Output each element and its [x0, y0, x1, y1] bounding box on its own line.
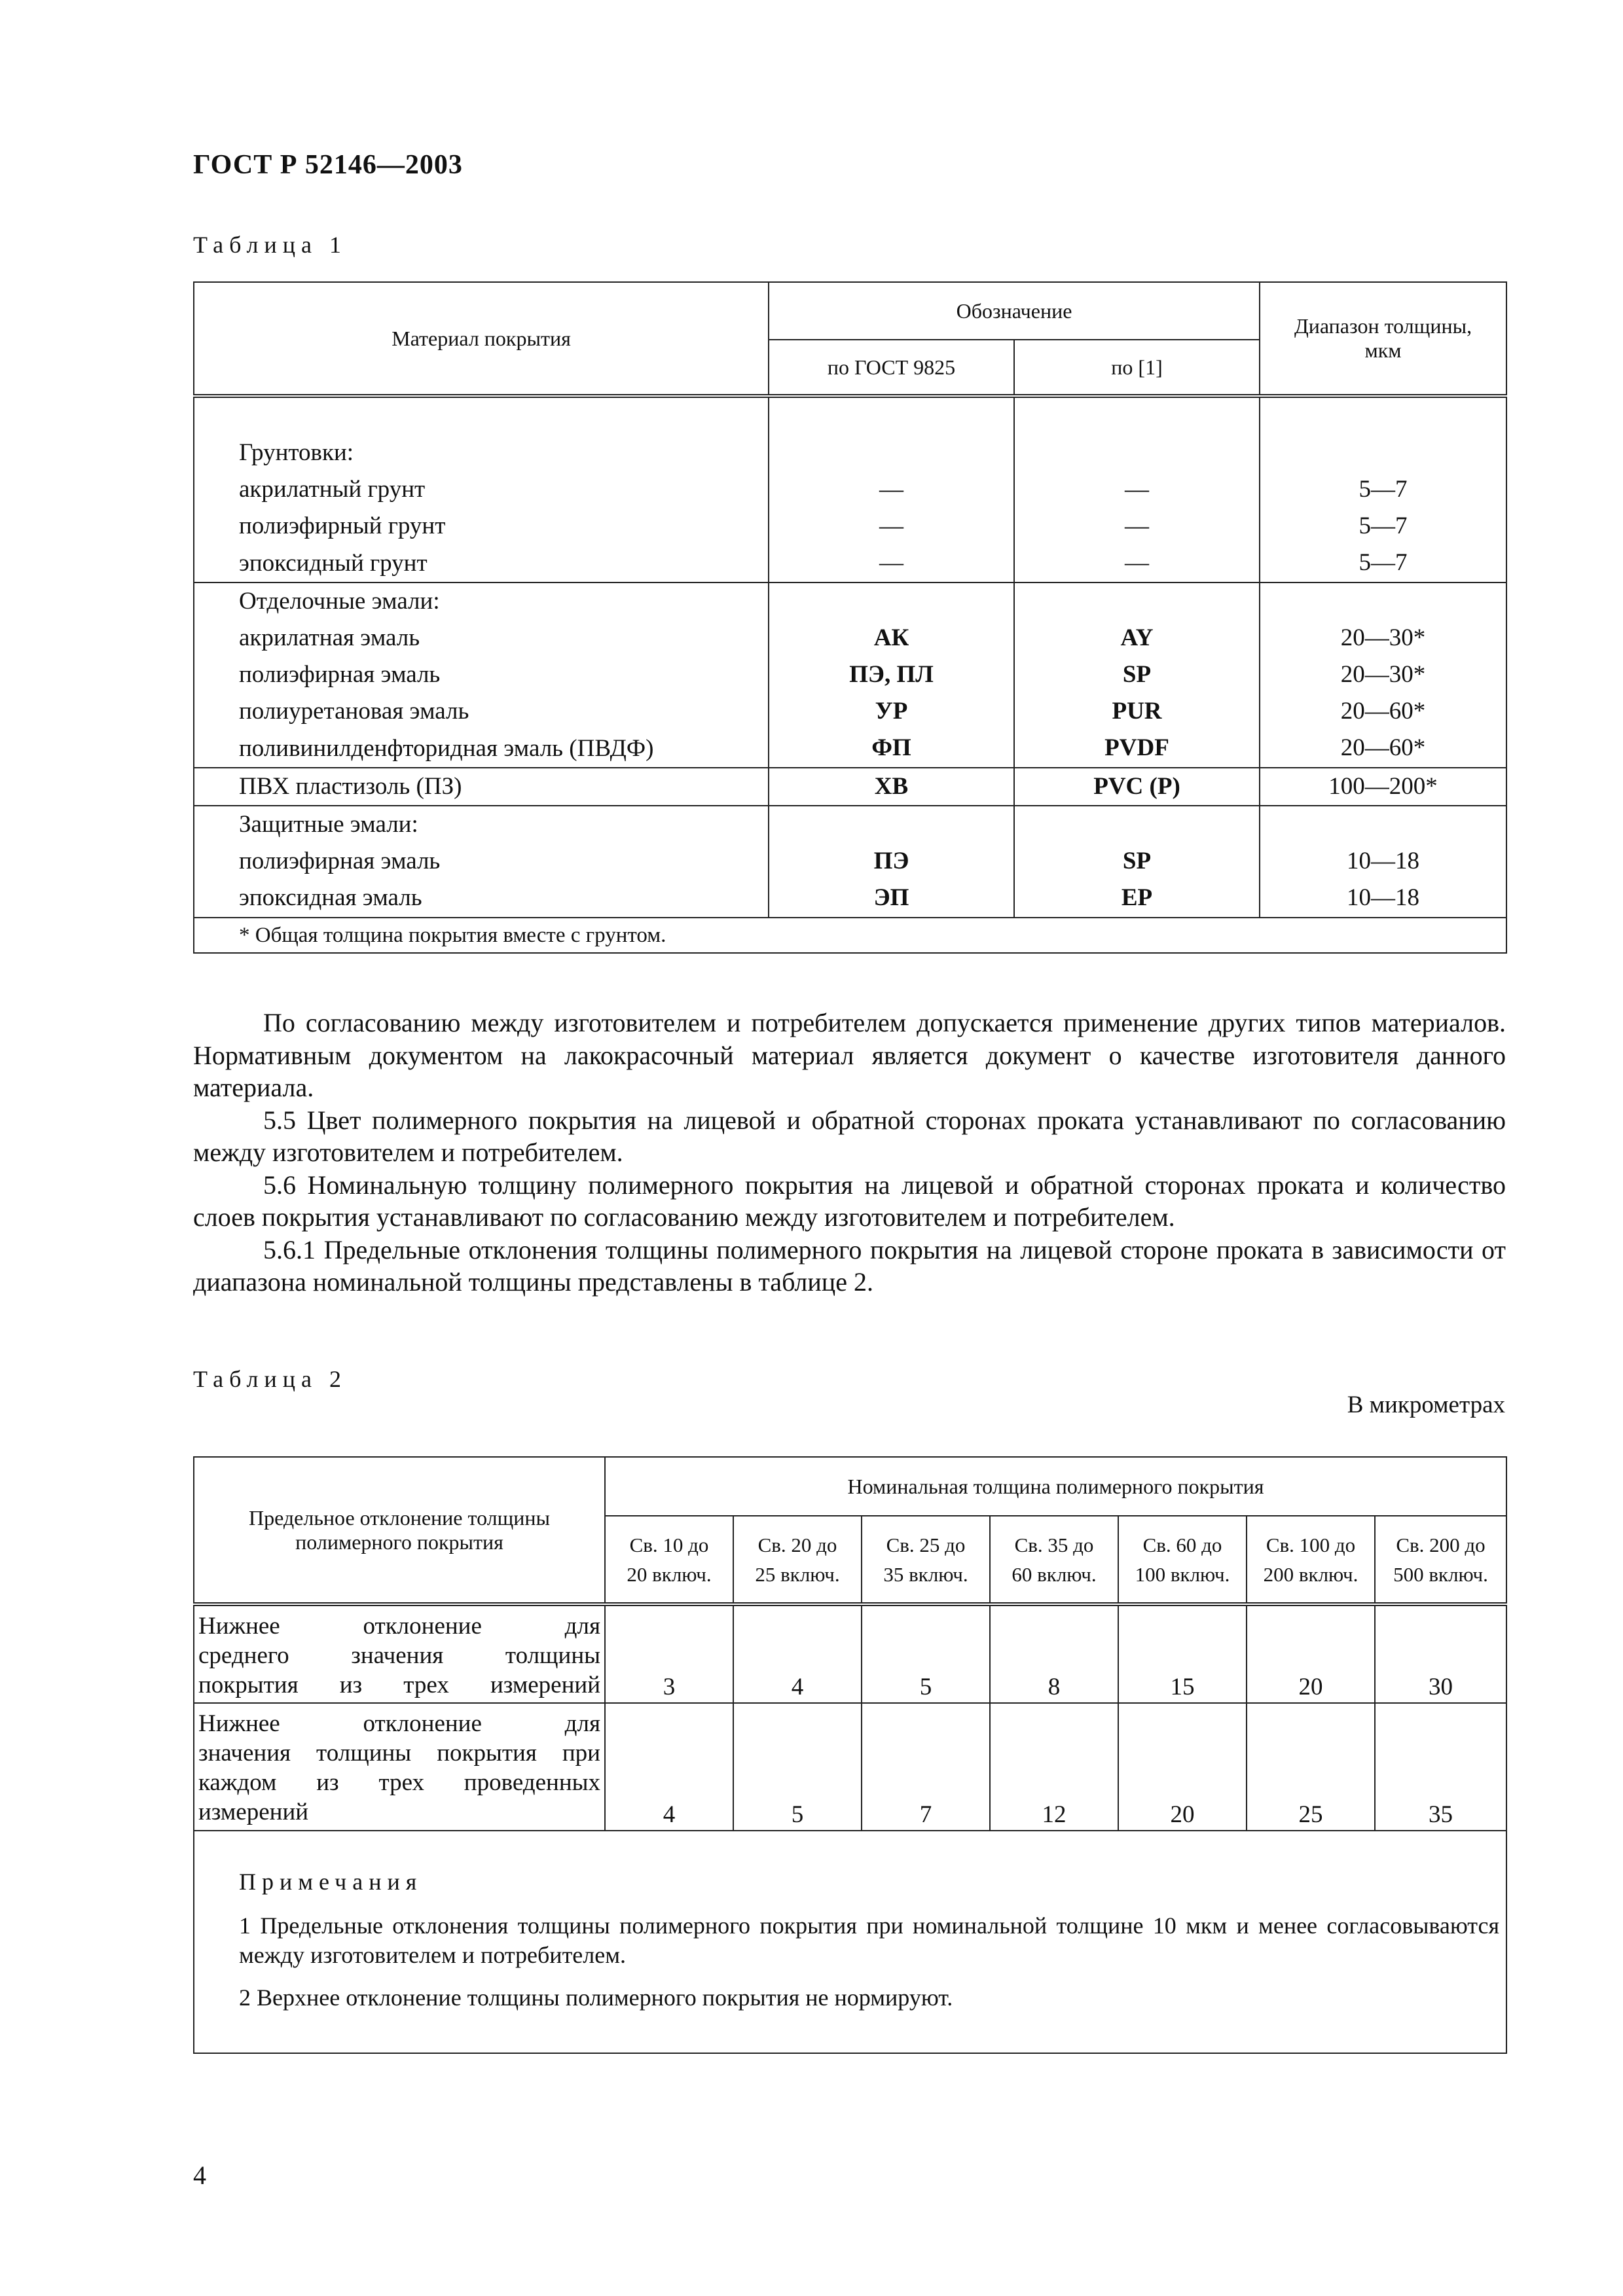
notes-heading: Примечания — [239, 1869, 423, 1895]
table2-notes — [194, 1831, 1506, 2053]
table2-caption: Таблица 2 — [193, 1366, 347, 1392]
gost-designation: УР — [875, 698, 908, 725]
thickness-range: 5—7 — [1359, 476, 1408, 503]
label-line: значения толщины покрытия при — [198, 1740, 600, 1767]
range-header — [1118, 1516, 1247, 1604]
range-from: Св. 20 до — [757, 1533, 837, 1556]
range-to: 35 включ. — [883, 1562, 968, 1586]
table-cell: 20 — [1118, 1703, 1247, 1831]
table1-header-ref: по [1] — [1014, 340, 1260, 396]
thickness-range: 5—7 — [1359, 512, 1408, 540]
gost-designation: — — [879, 549, 903, 577]
range-from: Св. 10 до — [629, 1533, 709, 1556]
thickness-range: 20—60* — [1340, 698, 1426, 725]
thickness-range: 10—18 — [1347, 848, 1420, 875]
ref-designation: PUR — [1112, 698, 1162, 725]
ref-designation: EP — [1121, 884, 1153, 912]
label-line: каждом из трех проведенных — [198, 1769, 600, 1796]
paragraph-5-6-1: 5.6.1 Предельные отклонения толщины полимерного покрытия на лицевой стороне проката в зависимости от диапазона номинальной толщины представлены в таблице 2. — [193, 1234, 1506, 1297]
label-line: среднего значения толщины — [198, 1642, 600, 1669]
material-name: акрилатная эмаль — [239, 624, 420, 652]
range-to: 500 включ. — [1393, 1562, 1488, 1586]
ref-designation: PVC (P) — [1014, 768, 1260, 806]
table1-footnote: * Общая толщина покрытия вместе с грунтом. — [194, 918, 1506, 953]
ref-designation: — — [1125, 549, 1149, 577]
label-line: Нижнее отклонение для — [198, 1613, 600, 1640]
table-cell: 7 — [862, 1703, 990, 1831]
table-cell: 3 — [605, 1604, 733, 1703]
table2 — [193, 1456, 1507, 2054]
gost-designation: ЭП — [873, 884, 909, 912]
range-to: 25 включ. — [755, 1562, 840, 1586]
table-cell: 15 — [1118, 1604, 1247, 1703]
gost-designation: — — [879, 512, 903, 540]
ref-designation: — — [1125, 512, 1149, 540]
ref-designation: — — [1125, 476, 1149, 503]
material-name: акрилатный грунт — [239, 476, 426, 503]
paragraph-5-5: 5.5 Цвет полимерного покрытия на лицевой и обратной сторонах проката устанавливают по согласованию между изготовителем и потребителем. — [193, 1105, 1506, 1167]
table2-header-nominal: Номинальная толщина полимерного покрытия — [605, 1457, 1506, 1516]
range-header — [990, 1516, 1118, 1604]
note-1: 1 Предельные отклонения толщины полимерного покрытия при номинальной толщине 10 мкм и менее согласовываются между изготовителем и потребителем. — [239, 1912, 1500, 1968]
gost-designation: ФП — [871, 734, 911, 762]
label-line: Нижнее отклонение для — [198, 1710, 600, 1737]
material-name: полиэфирная эмаль — [239, 848, 441, 875]
material-name: полиэфирная эмаль — [239, 661, 441, 689]
table-cell: 12 — [990, 1703, 1118, 1831]
label-line: покрытия из трех измерений — [198, 1672, 600, 1698]
gost-designation: ПЭ — [873, 848, 909, 875]
note-2: 2 Верхнее отклонение толщины полимерного покрытия не нормируют. — [239, 1984, 953, 2011]
table1-header-gost: по ГОСТ 9825 — [769, 340, 1014, 396]
thickness-range: 5—7 — [1359, 549, 1408, 577]
ref-designation: SP — [1122, 661, 1152, 689]
table-cell: 4 — [733, 1604, 862, 1703]
ref-designation: SP — [1122, 848, 1152, 875]
table-cell: 4 — [605, 1703, 733, 1831]
paragraph: По согласованию между изготовителем и потребителем допускается применение других типов материалов. Нормативным документом на лакокрасочный материал является документ о качестве изготовителя данного материала. — [193, 1008, 1506, 1102]
range-to: 60 включ. — [1012, 1562, 1097, 1586]
range-header — [1247, 1516, 1375, 1604]
thickness-range: 100—200* — [1260, 768, 1506, 806]
material-name: ПВХ пластизоль (ПЗ) — [194, 768, 769, 806]
document-header: ГОСТ Р 52146—2003 — [193, 150, 463, 180]
table1-header-range — [1260, 282, 1506, 396]
table1-header-range-line1: Диапазон толщины, — [1294, 314, 1472, 338]
table2-header-deviation — [194, 1457, 605, 1604]
range-from: Св. 100 до — [1266, 1533, 1356, 1556]
gost-designation: АК — [873, 624, 909, 651]
table1-group-finishing — [194, 583, 1506, 768]
gost-designation: ХВ — [769, 768, 1014, 806]
table2-unit: В микрометрах — [1347, 1391, 1505, 1418]
table-cell: 30 — [1375, 1604, 1506, 1703]
table1 — [193, 281, 1507, 954]
ref-designation: PVDF — [1104, 734, 1169, 762]
table2-header-deviation-line1: Предельное отклонение толщины — [248, 1505, 550, 1530]
table1-header-designation: Обозначение — [769, 282, 1260, 340]
range-from: Св. 60 до — [1142, 1533, 1222, 1556]
gost-designation: ПЭ, ПЛ — [849, 661, 934, 689]
table1-caption: Таблица 1 — [193, 232, 347, 258]
page-number: 4 — [193, 2161, 206, 2190]
table-cell: 25 — [1247, 1703, 1375, 1831]
table2-row-mean — [194, 1604, 1506, 1703]
table1-header-range-line2: мкм — [1364, 338, 1402, 362]
thickness-range: 20—30* — [1340, 624, 1426, 651]
paragraph-5-6: 5.6 Номинальную толщину полимерного покрытия на лицевой и обратной сторонах проката и количество слоев покрытия устанавливают по согласованию между изготовителем и потребителем. — [193, 1170, 1506, 1232]
label-line: измерений — [198, 1799, 309, 1825]
ref-designation: AY — [1120, 624, 1154, 651]
range-from: Св. 35 до — [1014, 1533, 1094, 1556]
range-from: Св. 200 до — [1396, 1533, 1486, 1556]
range-header — [1375, 1516, 1506, 1604]
material-name: эпоксидная эмаль — [239, 884, 422, 912]
range-to: 20 включ. — [627, 1562, 712, 1586]
group-title: Грунтовки: — [239, 439, 354, 466]
table-cell: 5 — [862, 1604, 990, 1703]
table-cell: 5 — [733, 1703, 862, 1831]
range-from: Св. 25 до — [886, 1533, 966, 1556]
material-name: поливинилденфторидная эмаль (ПВДФ) — [239, 734, 654, 762]
group-title: Защитные эмали: — [239, 811, 418, 838]
deviation-label — [194, 1604, 605, 1703]
material-name: полиуретановая эмаль — [239, 698, 469, 725]
deviation-label — [194, 1703, 605, 1831]
table-cell: 35 — [1375, 1703, 1506, 1831]
thickness-range: 10—18 — [1347, 884, 1420, 912]
table2-header-deviation-line2: полимерного покрытия — [295, 1530, 503, 1554]
thickness-range: 20—30* — [1340, 661, 1426, 689]
gost-designation: — — [879, 476, 903, 503]
table2-row-each — [194, 1703, 1506, 1831]
group-title: Отделочные эмали: — [239, 587, 440, 615]
range-to: 200 включ. — [1263, 1562, 1359, 1586]
table1-group-protective — [194, 806, 1506, 918]
range-header — [605, 1516, 733, 1604]
table1-header-material: Материал покрытия — [194, 282, 769, 396]
thickness-range: 20—60* — [1340, 734, 1426, 762]
material-name: эпоксидный грунт — [239, 549, 428, 577]
table1-row-pvc — [194, 768, 1506, 806]
material-name: полиэфирный грунт — [239, 512, 446, 540]
range-to: 100 включ. — [1135, 1562, 1230, 1586]
table1-group-primers — [194, 396, 1506, 583]
range-header — [862, 1516, 990, 1604]
body-text — [193, 1007, 1506, 1299]
table-cell: 20 — [1247, 1604, 1375, 1703]
table-cell: 8 — [990, 1604, 1118, 1703]
range-header — [733, 1516, 862, 1604]
